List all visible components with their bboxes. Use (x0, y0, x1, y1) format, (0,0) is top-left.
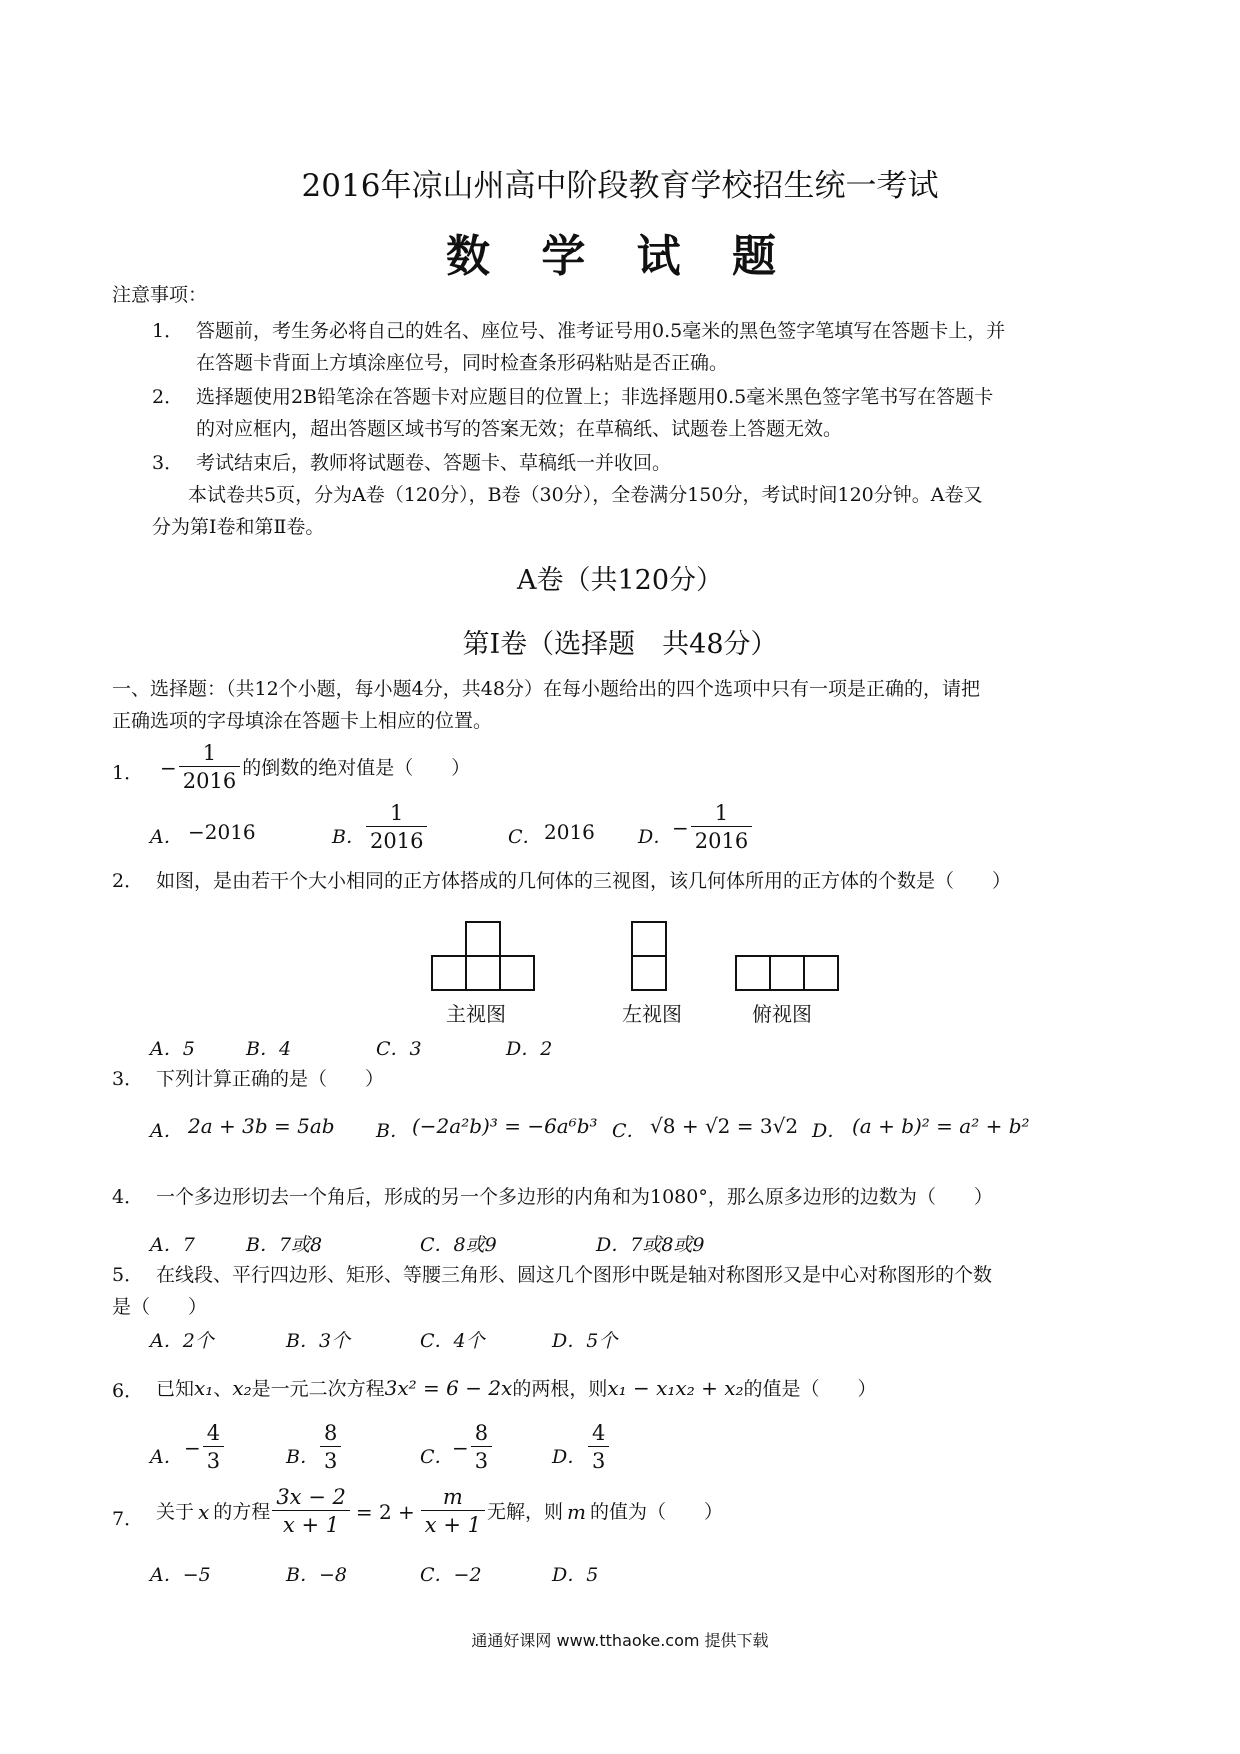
q6-b-den: 3 (320, 1446, 341, 1475)
q6-a-den: 3 (203, 1446, 224, 1475)
q3-text: 下列计算正确的是（ ） (156, 1068, 385, 1090)
q6-b-num: 8 (324, 1421, 338, 1445)
q1-d-num: 1 (714, 801, 729, 825)
front-view-cell (432, 956, 466, 990)
q1-option-a-value: −2016 (188, 820, 256, 844)
note-3-line1: 考试结束后，教师将试题卷、答题卡、草稿纸一并收回。 (196, 452, 672, 474)
q5-option-b: B．3个 (286, 1330, 351, 1352)
q6-x2: x₂ (232, 1376, 252, 1400)
q7-text-post: 的值为（ ） (589, 1500, 723, 1523)
q7-text-mid2: 无解，则 (486, 1500, 563, 1523)
q1-option-a-label: A． (150, 826, 183, 848)
q7-mid: = 2 + (355, 1499, 415, 1524)
q7-rhs-num: m (442, 1485, 463, 1509)
note-2-num: 2． (152, 386, 184, 408)
q7-num: 7． (112, 1508, 144, 1530)
q6-text-pre: 已知 (156, 1378, 195, 1400)
left-view-cell (632, 956, 666, 990)
note-3-num: 3． (152, 452, 184, 474)
q7-lhs-num: 3x − 2 (276, 1485, 346, 1509)
q6-sep: 、 (213, 1378, 233, 1400)
q4-text: 一个多边形切去一个角后，形成的另一个多边形的内角和为1080°，那么原多边形的边数为（ ） (156, 1186, 993, 1208)
exam-title: 2016年凉山州高中阶段教育学校招生统一考试 (301, 168, 939, 204)
q2-option-a: A．5 (150, 1038, 195, 1060)
q6-c-minus: − (452, 1435, 469, 1460)
q6-a-num: 4 (206, 1421, 221, 1445)
q6-d-den: 3 (588, 1446, 609, 1475)
q6-text-mid2: 的两根，则 (512, 1378, 608, 1400)
q6-option-a-label: A． (150, 1446, 183, 1468)
q7-lhs-den: x + 1 (272, 1510, 350, 1539)
q6-d-num: 4 (592, 1421, 606, 1445)
note-2-line2: 的对应框内，超出答题区域书写的答案无效；在草稿纸、试题卷上答题无效。 (196, 418, 843, 440)
q1-stem (160, 740, 470, 795)
q6-option-b-value (318, 1420, 343, 1475)
q4-num: 4． (112, 1186, 144, 1208)
left-view-label: 左视图 (622, 1002, 682, 1026)
q5-option-d: D．5个 (552, 1330, 618, 1352)
q5-line1: 在线段、平行四边形、矩形、等腰三角形、圆这几个图形中既是轴对称图形又是中心对称图形的个数 (156, 1264, 993, 1286)
q7-option-c: C．−2 (420, 1564, 482, 1586)
q6-c-num: 8 (474, 1421, 489, 1445)
q5-num: 5． (112, 1264, 144, 1286)
q1-text: 的倒数的绝对值是（ ） (242, 756, 471, 779)
q1-option-c-value: 2016 (544, 820, 595, 844)
front-view-cell (466, 956, 500, 990)
q7-var-x: x (198, 1499, 210, 1524)
q6-text-post: 的值是（ ） (743, 1378, 877, 1400)
q4-option-a: A．7 (150, 1234, 195, 1256)
q3-option-a-expr: 2a + 3b = 5ab (188, 1114, 335, 1138)
q1-option-b-label: B． (332, 826, 365, 848)
q7-option-a: A．−5 (150, 1564, 211, 1586)
three-views-figure (420, 920, 860, 992)
q3-option-b-expr: (−2a²b)³ = −6a⁶b³ (412, 1114, 598, 1138)
q1-fraction (179, 740, 240, 795)
q7-var-m: m (566, 1499, 586, 1524)
q3-option-d-expr: (a + b)² = a² + b² (852, 1114, 1030, 1138)
top-view-cell (736, 956, 770, 990)
q5-option-a: A．2个 (150, 1330, 214, 1352)
q3-option-d-label: D． (812, 1120, 847, 1142)
q5-option-c: C．4个 (420, 1330, 485, 1352)
q7-option-d: D．5 (552, 1564, 599, 1586)
instructions-line1: 一、选择题：（共12个小题，每小题4分，共48分）在每小题给出的四个选项中只有一项是正确的，请把 (112, 678, 980, 700)
front-view-cell (466, 922, 500, 956)
q2-text: 如图，是由若干个大小相同的正方体搭成的几何体的三视图，该几何体所用的正方体的个数是（ ） (156, 870, 1012, 892)
q6-num: 6． (112, 1380, 144, 1402)
q1-d-minus: − (672, 815, 689, 840)
q1-b-num: 1 (390, 801, 404, 825)
q4-option-b: B．7或8 (246, 1234, 323, 1256)
q1-b-den: 2016 (366, 826, 427, 855)
q2-option-b: B．4 (246, 1038, 292, 1060)
q6-option-d-value (586, 1420, 611, 1475)
q7-stem (156, 1484, 723, 1539)
part1-title: 第Ⅰ卷（选择题 共48分） (462, 629, 778, 660)
q7-text-mid: 的方程 (213, 1500, 271, 1523)
q1-option-d-value (672, 800, 754, 855)
q3-option-c-label: C． (612, 1120, 646, 1142)
q1-option-c-label: C． (508, 826, 542, 848)
left-view-cell (632, 922, 666, 956)
q1-d-den: 2016 (691, 826, 752, 855)
info-line1: 本试卷共5页，分为A卷（120分），B卷（30分），全卷满分150分，考试时间120分钟。A卷又 (188, 484, 983, 506)
front-view-label: 主视图 (446, 1002, 506, 1026)
q1-option-b-fraction (364, 800, 429, 855)
q7-rhs-den: x + 1 (421, 1510, 485, 1539)
q6-option-d-label: D． (552, 1446, 587, 1468)
note-1-line1: 答题前，考生务必将自己的姓名、座位号、准考证号用0.5毫米的黑色签字笔填写在答题卡上，并 (196, 320, 1006, 342)
q2-option-d: D．2 (506, 1038, 553, 1060)
q5-line2: 是（ ） (112, 1296, 208, 1318)
q3-option-a-label: A． (150, 1120, 183, 1142)
q6-c-den: 3 (471, 1446, 492, 1475)
footer-text: 通通好课网 www.tthaoke.com 提供下载 (471, 1631, 769, 1650)
q2-option-c: C．3 (376, 1038, 422, 1060)
note-1-line2: 在答题卡背面上方填涂座位号，同时检查条形码粘贴是否正确。 (196, 352, 729, 374)
q3-option-b-label: B． (376, 1120, 409, 1142)
q6-option-c-value (452, 1420, 494, 1475)
top-view-cell (804, 956, 838, 990)
q1-num: 1． (112, 762, 144, 784)
q6-a-minus: − (184, 1435, 201, 1460)
q3-option-c-expr: √8 + √2 = 3√2 (650, 1114, 799, 1138)
q1-frac-den: 2016 (179, 766, 240, 795)
q1-minus: − (160, 755, 177, 780)
q6-equation: 3x² = 6 − 2x (384, 1376, 513, 1400)
q2-num: 2． (112, 870, 144, 892)
page-title: 数 学 试 题 (446, 231, 794, 282)
q4-option-d: D．7或8或9 (596, 1234, 705, 1256)
q7-text-pre: 关于 (156, 1500, 195, 1523)
q1-option-d-label: D． (638, 826, 673, 848)
front-view-cell (500, 956, 534, 990)
q6-text-mid: 是一元二次方程 (251, 1378, 385, 1400)
top-view-label: 俯视图 (752, 1002, 812, 1026)
instructions-line2: 正确选项的字母填涂在答题卡上相应的位置。 (112, 710, 493, 732)
section-a-title: A卷（共120分） (516, 565, 724, 596)
q6-option-b-label: B． (286, 1446, 319, 1468)
info-line2: 分为第Ⅰ卷和第Ⅱ卷。 (152, 516, 325, 538)
q6-option-c-label: C． (420, 1446, 454, 1468)
notes-heading: 注意事项： (112, 284, 208, 306)
q6-x1: x₁ (194, 1376, 214, 1400)
note-1-num: 1． (152, 320, 184, 342)
q3-num: 3． (112, 1068, 144, 1090)
q4-option-c: C．8或9 (420, 1234, 497, 1256)
note-2-line1: 选择题使用2B铅笔涂在答题卡对应题目的位置上；非选择题用0.5毫米黑色签字笔书写在答题卡 (196, 386, 994, 408)
q7-option-b: B．−8 (286, 1564, 347, 1586)
q6-expr: x₁ − x₁x₂ + x₂ (607, 1376, 744, 1400)
top-view-cell (770, 956, 804, 990)
q6-option-a-value (184, 1420, 226, 1475)
q6-stem (156, 1376, 877, 1402)
q1-frac-num: 1 (202, 741, 217, 765)
